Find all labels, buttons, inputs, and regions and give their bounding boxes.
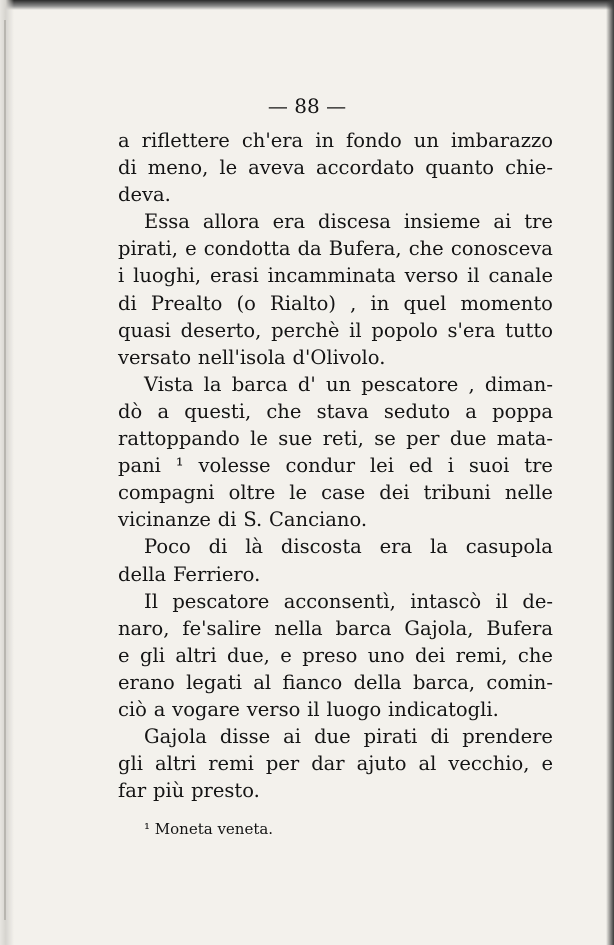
word: rattoppando xyxy=(118,427,240,451)
text-line xyxy=(118,344,553,371)
word: e xyxy=(541,752,553,776)
word: ch'era xyxy=(241,129,304,152)
word: nella xyxy=(274,616,323,640)
word: volesse xyxy=(198,454,271,478)
word: altri xyxy=(154,752,197,776)
word: mata- xyxy=(496,427,553,451)
word: tutto xyxy=(505,318,553,342)
word: quanto xyxy=(425,156,495,180)
word: verso xyxy=(246,697,301,721)
word: di xyxy=(118,156,137,180)
text-line xyxy=(118,181,553,208)
word: Canciano. xyxy=(269,508,368,532)
word: e xyxy=(280,643,292,667)
text-line xyxy=(118,371,553,398)
word: ajuto xyxy=(356,752,407,776)
word: Prealto xyxy=(150,291,223,315)
word: ciò xyxy=(118,697,147,721)
word: e xyxy=(118,643,130,667)
word: a xyxy=(118,129,130,152)
word: in xyxy=(315,129,334,152)
word: e xyxy=(185,237,197,261)
word: de- xyxy=(522,589,553,613)
text-line xyxy=(118,750,553,777)
word: chie- xyxy=(505,156,553,180)
word: ai xyxy=(283,725,302,749)
page-left-rule xyxy=(4,20,6,920)
word: barca xyxy=(335,616,392,640)
word: erano xyxy=(118,670,175,694)
word: due xyxy=(314,725,351,749)
word: perchè xyxy=(271,318,340,342)
word: disse xyxy=(219,725,271,749)
word: legati xyxy=(186,670,243,694)
word: per xyxy=(406,427,440,451)
word: suoi xyxy=(468,454,510,478)
text-line xyxy=(118,615,553,642)
word: poppa xyxy=(492,399,553,423)
word: tre xyxy=(524,210,553,234)
word: la xyxy=(430,535,448,559)
word: nell'isola xyxy=(197,345,286,369)
text-line xyxy=(118,317,553,344)
word: popolo xyxy=(371,318,438,342)
text-line xyxy=(118,669,553,696)
word: , xyxy=(468,372,475,396)
word: gli xyxy=(118,752,143,776)
word: discesa xyxy=(318,210,391,234)
word: aveva xyxy=(248,156,305,180)
word: d'Olivolo. xyxy=(292,345,386,369)
word: stava xyxy=(316,399,369,423)
word: per xyxy=(265,752,300,776)
word: diman- xyxy=(484,372,553,396)
word: seduto xyxy=(383,399,451,423)
word: pescatore xyxy=(361,372,459,396)
text-line xyxy=(118,777,553,804)
word: remi xyxy=(208,752,254,776)
word: Vista xyxy=(144,372,194,396)
word: i xyxy=(447,454,454,478)
text-line xyxy=(118,154,553,181)
word: discosta xyxy=(280,535,362,559)
word: preso xyxy=(302,643,358,667)
word: quasi xyxy=(118,318,171,342)
word: accordato xyxy=(316,156,415,180)
word: due xyxy=(449,427,487,451)
word: ¹ xyxy=(175,454,184,478)
word: Poco xyxy=(144,535,191,559)
word: d' xyxy=(297,372,316,396)
word: fianco xyxy=(282,670,343,694)
word: condotta xyxy=(203,237,291,261)
word: prendere xyxy=(462,725,553,749)
word: fondo xyxy=(346,129,402,152)
word: naro, xyxy=(118,616,170,640)
word: barca, xyxy=(412,670,476,694)
word: sue xyxy=(278,427,313,451)
word: della xyxy=(118,562,167,586)
word: Il xyxy=(144,589,158,613)
word: che xyxy=(408,237,444,261)
word: comin- xyxy=(486,670,553,694)
word: un xyxy=(325,372,352,396)
word: luoghi, xyxy=(133,264,202,288)
page-right-edge xyxy=(606,0,614,945)
word: il xyxy=(349,318,362,342)
text-line xyxy=(118,642,553,669)
word: tre xyxy=(524,454,553,478)
word: riflettere xyxy=(141,129,230,152)
word: ed xyxy=(408,454,433,478)
word: conosceva xyxy=(450,237,553,261)
text-line xyxy=(118,723,553,750)
page-left-edge xyxy=(0,0,14,945)
word: da xyxy=(297,237,322,261)
word: far xyxy=(118,779,147,803)
word: là xyxy=(245,535,264,559)
word: compagni xyxy=(118,481,215,505)
word: a xyxy=(157,399,170,423)
word: a xyxy=(153,697,166,721)
word: Ferriero. xyxy=(172,562,261,586)
word: dò xyxy=(118,399,143,423)
word: (o xyxy=(236,291,256,315)
word: ai xyxy=(493,210,512,234)
word: pirati xyxy=(363,725,418,749)
word: case xyxy=(321,481,366,505)
word: vicinanze xyxy=(118,508,211,532)
word: di xyxy=(118,291,137,315)
word: fe'salire xyxy=(182,616,262,640)
page-number: — 88 — xyxy=(267,94,347,118)
word: luogo xyxy=(326,697,382,721)
word: quel xyxy=(403,291,447,315)
word: lei xyxy=(369,454,394,478)
word: al xyxy=(253,670,272,694)
text-line xyxy=(118,398,553,425)
text-line xyxy=(118,696,553,723)
word: momento xyxy=(460,291,553,315)
word: acconsentì, xyxy=(283,589,396,613)
word: oltre xyxy=(228,481,276,505)
word: uno xyxy=(367,643,405,667)
word: pescatore xyxy=(172,589,270,613)
word: se xyxy=(374,427,396,451)
word: della xyxy=(353,670,402,694)
word: casupola xyxy=(465,535,553,559)
word: le xyxy=(219,156,238,180)
text-line xyxy=(118,425,553,452)
word: reti, xyxy=(322,427,364,451)
word: le xyxy=(289,481,308,505)
text-line xyxy=(118,235,553,262)
word: allora xyxy=(202,210,260,234)
word: versato xyxy=(118,345,192,369)
word: a xyxy=(465,399,477,423)
word: barca xyxy=(231,372,288,396)
word: che xyxy=(517,643,553,667)
word: Gajola, xyxy=(404,616,474,640)
word: indicatogli. xyxy=(388,697,499,721)
word: erasi xyxy=(209,264,259,288)
text-line xyxy=(118,479,553,506)
word: Bufera, xyxy=(328,237,402,261)
word: la xyxy=(203,372,222,396)
word: gli xyxy=(139,643,165,667)
text-line xyxy=(118,506,553,533)
word: i xyxy=(118,264,125,288)
word: più xyxy=(152,779,185,803)
word: incamminata xyxy=(267,264,396,288)
word: remi, xyxy=(455,643,508,667)
word: di xyxy=(208,535,228,559)
word: che xyxy=(266,399,302,423)
word: s'era xyxy=(447,318,496,342)
word: verso xyxy=(404,264,459,288)
text-line xyxy=(118,208,553,235)
word: in xyxy=(370,291,390,315)
text-line xyxy=(118,452,553,479)
word: il xyxy=(467,264,480,288)
word: Essa xyxy=(144,210,190,234)
word: le xyxy=(250,427,268,451)
word: altri xyxy=(175,643,217,667)
word: il xyxy=(307,697,320,721)
text-line xyxy=(118,290,553,317)
word: il xyxy=(495,589,508,613)
word: nelle xyxy=(504,481,553,505)
footnote: ¹ Moneta veneta. xyxy=(144,820,274,838)
word: meno, xyxy=(147,156,209,180)
word: presto. xyxy=(191,779,260,803)
body-text xyxy=(118,127,553,804)
text-line xyxy=(118,561,553,588)
word: due, xyxy=(227,643,270,667)
word: imbarazzo xyxy=(450,129,553,152)
word: dei xyxy=(379,481,410,505)
text-line xyxy=(118,533,553,560)
word: di xyxy=(430,725,450,749)
word: deva. xyxy=(118,183,171,207)
word: dei xyxy=(415,643,446,667)
word: pani xyxy=(118,454,161,478)
word: al xyxy=(418,752,437,776)
word: era xyxy=(272,210,306,234)
word: di xyxy=(217,508,237,532)
word: condur xyxy=(285,454,356,478)
word: questi, xyxy=(184,399,252,423)
word: canale xyxy=(488,264,553,288)
text-line xyxy=(118,127,553,154)
word: , xyxy=(350,291,357,315)
word: era xyxy=(379,535,413,559)
word: intascò xyxy=(410,589,482,613)
word: un xyxy=(413,129,439,152)
text-line xyxy=(118,588,553,615)
page-top-edge xyxy=(0,0,614,10)
word: Rialto) xyxy=(270,291,336,315)
word: pirati, xyxy=(118,237,178,261)
word: vogare xyxy=(172,697,240,721)
word: S. xyxy=(243,508,263,532)
word: Bufera xyxy=(486,616,553,640)
word: Gajola xyxy=(144,725,207,749)
word: deserto, xyxy=(180,318,262,342)
word: vecchio, xyxy=(448,752,530,776)
word: tribuni xyxy=(423,481,491,505)
text-line xyxy=(118,262,553,289)
word: insieme xyxy=(403,210,481,234)
word: dar xyxy=(311,752,345,776)
